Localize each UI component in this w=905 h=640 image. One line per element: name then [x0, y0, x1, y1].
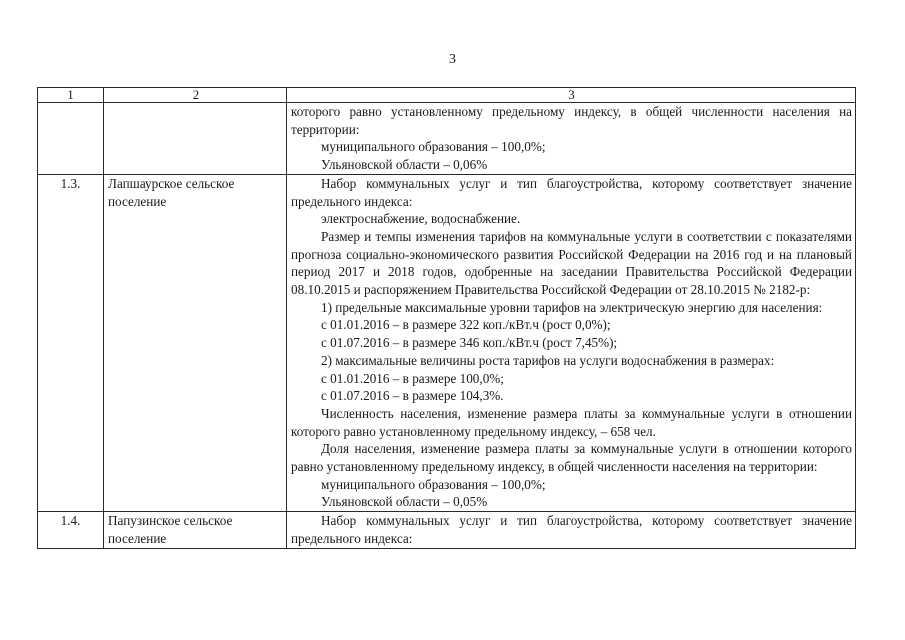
paragraph: муниципального образования – 100,0%;	[321, 139, 546, 155]
paragraph: Ульяновской области – 0,05%	[321, 494, 488, 510]
row-description	[287, 512, 856, 548]
paragraph: с 01.01.2016 – в размере 100,0%;	[321, 370, 504, 386]
paragraph: Ульяновской области – 0,06%	[321, 157, 488, 173]
continuation-text-cell	[287, 103, 856, 175]
paragraph: Доля населения, изменение размера платы за коммунальные услуги в отношении которого равно установленному предельному индексу, в общей численности населения на территории:	[291, 441, 852, 475]
table-header-row	[38, 88, 856, 103]
paragraph: с 01.01.2016 – в размере 322 коп./кВт.ч (рост 0,0%);	[321, 317, 611, 333]
row-number: 1.4.	[38, 512, 104, 548]
row-number: 1.3.	[38, 174, 104, 511]
page-number: 3	[449, 52, 456, 67]
paragraph: электроснабжение, водоснабжение.	[321, 211, 521, 227]
paragraph: Размер и темпы изменения тарифов на коммунальные услуги в соответствии с показателями прогноза социально-экономического развития Российской Федерации на 2016 год и на плановый период 2017 и 2018 годов, одобренные на заседании Правительства Российской Федерации 08.10.2015 и распоряжением Правительства Российской Федерации от 28.10.2015 № 2182-р:	[291, 228, 852, 298]
continuation-name-cell	[104, 103, 287, 175]
continuation-row	[38, 103, 856, 175]
continuation-number-cell	[38, 103, 104, 175]
table-row	[38, 512, 856, 548]
settlement-name: Папузинское сельское поселение	[104, 512, 287, 548]
paragraph: Численность населения, изменение размера платы за коммунальные услуги в отношении которого равно установленному предельному индексу, – 658 чел.	[291, 405, 852, 439]
paragraph: с 01.07.2016 – в размере 104,3%.	[321, 388, 504, 404]
paragraph: муниципального образования – 100,0%;	[321, 476, 546, 492]
paragraph: которого равно установленному предельному индексу, в общей численности населения на территории:	[291, 104, 852, 137]
header-col-1: 1	[38, 88, 104, 103]
paragraph: 1) предельные максимальные уровни тарифов на электрическую энергию для населения:	[321, 299, 823, 315]
header-col-3: 3	[287, 88, 856, 103]
paragraph: с 01.07.2016 – в размере 346 коп./кВт.ч (рост 7,45%);	[321, 335, 618, 351]
row-description	[287, 174, 856, 511]
header-col-2: 2	[104, 88, 287, 103]
paragraph: Набор коммунальных услуг и тип благоустройства, которому соответствует значение предельного индекса:	[291, 513, 852, 546]
table-row	[38, 174, 856, 511]
paragraph: 2) максимальные величины роста тарифов на услуги водоснабжения в размерах:	[321, 352, 775, 368]
tariff-table	[37, 87, 856, 549]
settlement-name: Лапшаурское сельское поселение	[104, 174, 287, 511]
paragraph: Набор коммунальных услуг и тип благоустройства, которому соответствует значение предельного индекса:	[291, 175, 852, 209]
